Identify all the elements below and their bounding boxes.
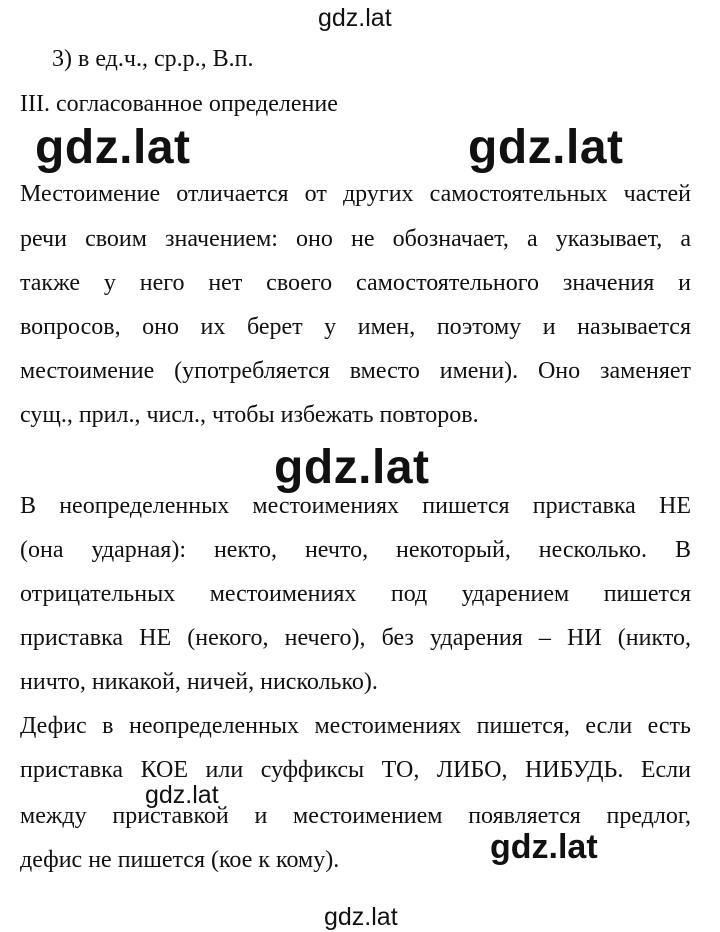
paragraph-line: речи своим значением: оно не обозначает, а указывает, а — [20, 226, 691, 252]
watermark-small-mid: gdz.lat — [145, 781, 219, 809]
watermark-top: gdz.lat — [318, 4, 392, 32]
paragraph-line: В неопределенных местоимениях пишется приставка НЕ — [20, 493, 691, 519]
paragraph-line: местоимение (употребляется вместо имени). Оно заменяет — [20, 358, 691, 384]
paragraph-line: приставка КОЕ или суффиксы ТО, ЛИБО, НИБУДЬ. Если — [20, 757, 691, 783]
list-item: 3) в ед.ч., ср.р., В.п. — [52, 46, 254, 72]
watermark-big-center: gdz.lat — [274, 441, 430, 494]
paragraph-line: приставка НЕ (некого, нечего), без ударения – НИ (никто, — [20, 625, 691, 651]
watermark-big-left: gdz.lat — [35, 121, 191, 174]
paragraph-line: ничто, никакой, ничей, нисколько). — [20, 669, 378, 695]
paragraph-line: также у него нет своего самостоятельного значения и — [20, 270, 691, 296]
section-heading: III. согласованное определение — [20, 91, 338, 117]
watermark-big-right: gdz.lat — [468, 121, 624, 174]
paragraph-line: Местоимение отличается от других самостоятельных частей — [20, 181, 691, 207]
paragraph-line: сущ., прил., числ., чтобы избежать повторов. — [20, 402, 479, 428]
watermark-mid-right: gdz.lat — [490, 830, 604, 864]
paragraph-line: дефис не пишется (кое к кому). — [20, 847, 340, 873]
watermark-bottom: gdz.lat — [324, 903, 398, 931]
paragraph-line: вопросов, оно их берет у имен, поэтому и называется — [20, 314, 691, 340]
paragraph-line: Дефис в неопределенных местоимениях пишется, если есть — [20, 713, 691, 739]
paragraph-line: (она ударная): некто, нечто, некоторый, несколько. В — [20, 537, 691, 563]
paragraph-line: между приставкой и местоимением появляется предлог, — [20, 803, 691, 829]
paragraph-line: отрицательных местоимениях под ударением пишется — [20, 581, 691, 607]
